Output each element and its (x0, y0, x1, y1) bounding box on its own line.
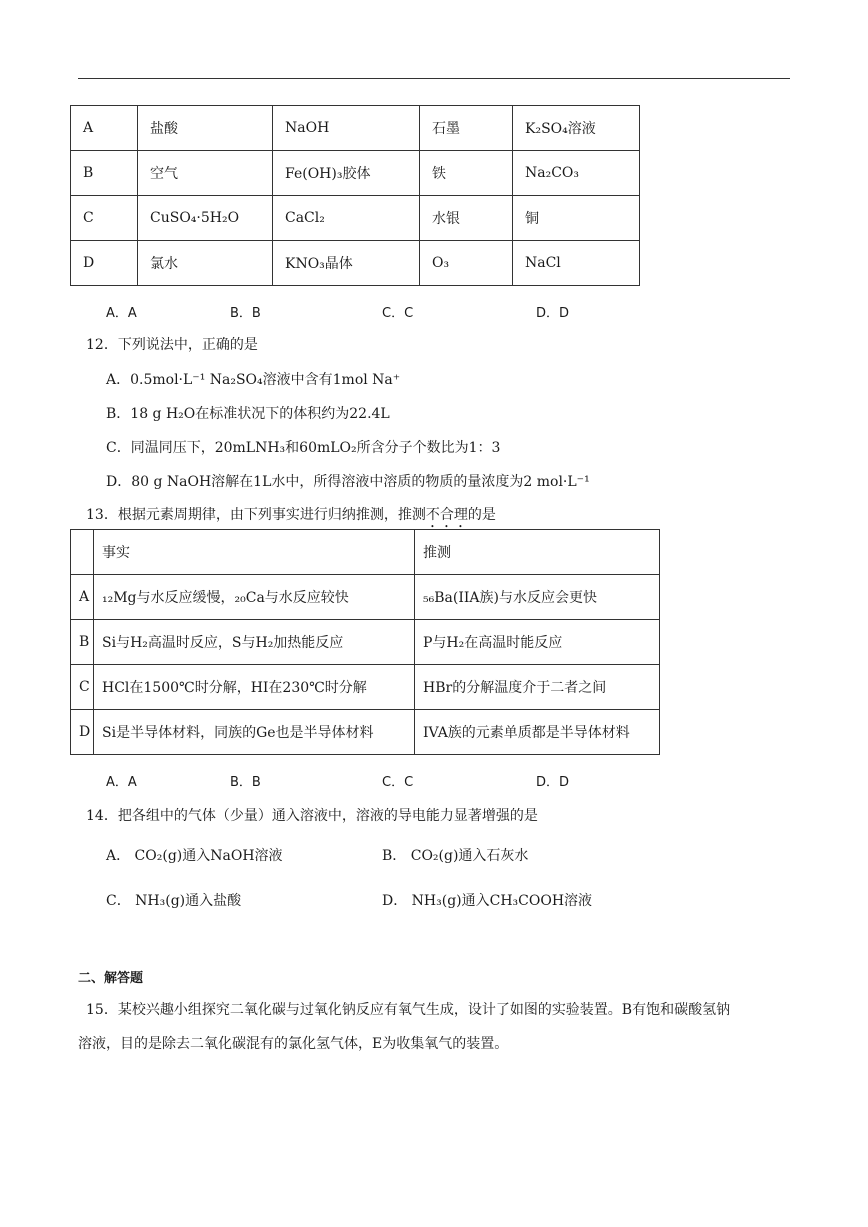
q14-option-d: D． NH₃(g)通入CH₃COOH溶液 (382, 893, 593, 909)
table-row: C CuSO₄·5H₂O CaCl₂ 水银 铜 (71, 196, 640, 241)
q14-stem: 14．把各组中的气体（少量）通入溶液中，溶液的导电能力显著增强的是 (86, 808, 538, 824)
q12-option-a: A．0.5mol·L⁻¹ Na₂SO₄溶液中含有1mol Na⁺ (106, 372, 401, 388)
table-row: B 空气 Fe(OH)₃胶体 铁 Na₂CO₃ (71, 151, 640, 196)
q13-stem-pre: 13．根据元素周期律，由下列事实进行归纳推测，推测 (86, 507, 426, 523)
table-header-row: 事实 推测 (71, 530, 660, 575)
table-row: B Si与H₂高温时反应，S与H₂加热能反应 P与H₂在高温时能反应 (71, 620, 660, 665)
q11-option-d: D．D (536, 306, 570, 321)
q14-option-a: A． CO₂(g)通入NaOH溶液 (106, 848, 283, 864)
q12-option-d: D．80 g NaOH溶解在1L水中，所得溶液中溶质的物质的量浓度为2 mol·L⁻¹ (106, 474, 590, 490)
q12-stem: 12．下列说法中，正确的是 (86, 337, 258, 353)
q11-option-a: A．A (106, 306, 137, 321)
q11-option-c: C．C (382, 306, 414, 321)
q14-option-b: B． CO₂(g)通入石灰水 (382, 848, 529, 864)
q13-stem-emphasis: 不合理 (425, 507, 468, 523)
table-row: A 盐酸 NaOH 石墨 K₂SO₄溶液 (71, 106, 640, 151)
q13-stem (86, 504, 496, 531)
header-rule (78, 78, 790, 79)
q12-option-b: B．18 g H₂O在标准状况下的体积约为22.4L (106, 406, 390, 422)
q11-option-b: B．B (230, 306, 261, 321)
table-row: D 氯水 KNO₃晶体 O₃ NaCl (71, 241, 640, 286)
classification-table (70, 105, 640, 286)
periodic-law-table (70, 529, 660, 755)
q13-stem-post: 的是 (467, 507, 496, 523)
q13-option-d: D．D (536, 775, 570, 790)
table-row: A ₁₂Mg与水反应缓慢，₂₀Ca与水反应较快 ₅₆Ba(IIA族)与水反应会更快 (71, 575, 660, 620)
section-title: 二、解答题 (78, 971, 144, 986)
q13-option-b: B．B (230, 775, 261, 790)
q14-option-c: C． NH₃(g)通入盐酸 (106, 893, 242, 909)
q13-option-a: A．A (106, 775, 137, 790)
q15-line-1: 15．某校兴趣小组探究二氧化碳与过氧化钠反应有氧气生成，设计了如图的实验装置。B有饱和碳酸氢钠 (86, 1002, 731, 1018)
table-row: C HCl在1500℃时分解，HI在230℃时分解 HBr的分解温度介于二者之间 (71, 665, 660, 710)
q12-option-c: C．同温同压下，20mLNH₃和60mLO₂所含分子个数比为1：3 (106, 440, 501, 456)
q13-option-c: C．C (382, 775, 414, 790)
q15-line-2: 溶液，目的是除去二氧化碳混有的氯化氢气体，E为收集氧气的装置。 (78, 1036, 509, 1052)
table-row: D Si是半导体材料，同族的Ge也是半导体材料 IVA族的元素单质都是半导体材料 (71, 710, 660, 755)
